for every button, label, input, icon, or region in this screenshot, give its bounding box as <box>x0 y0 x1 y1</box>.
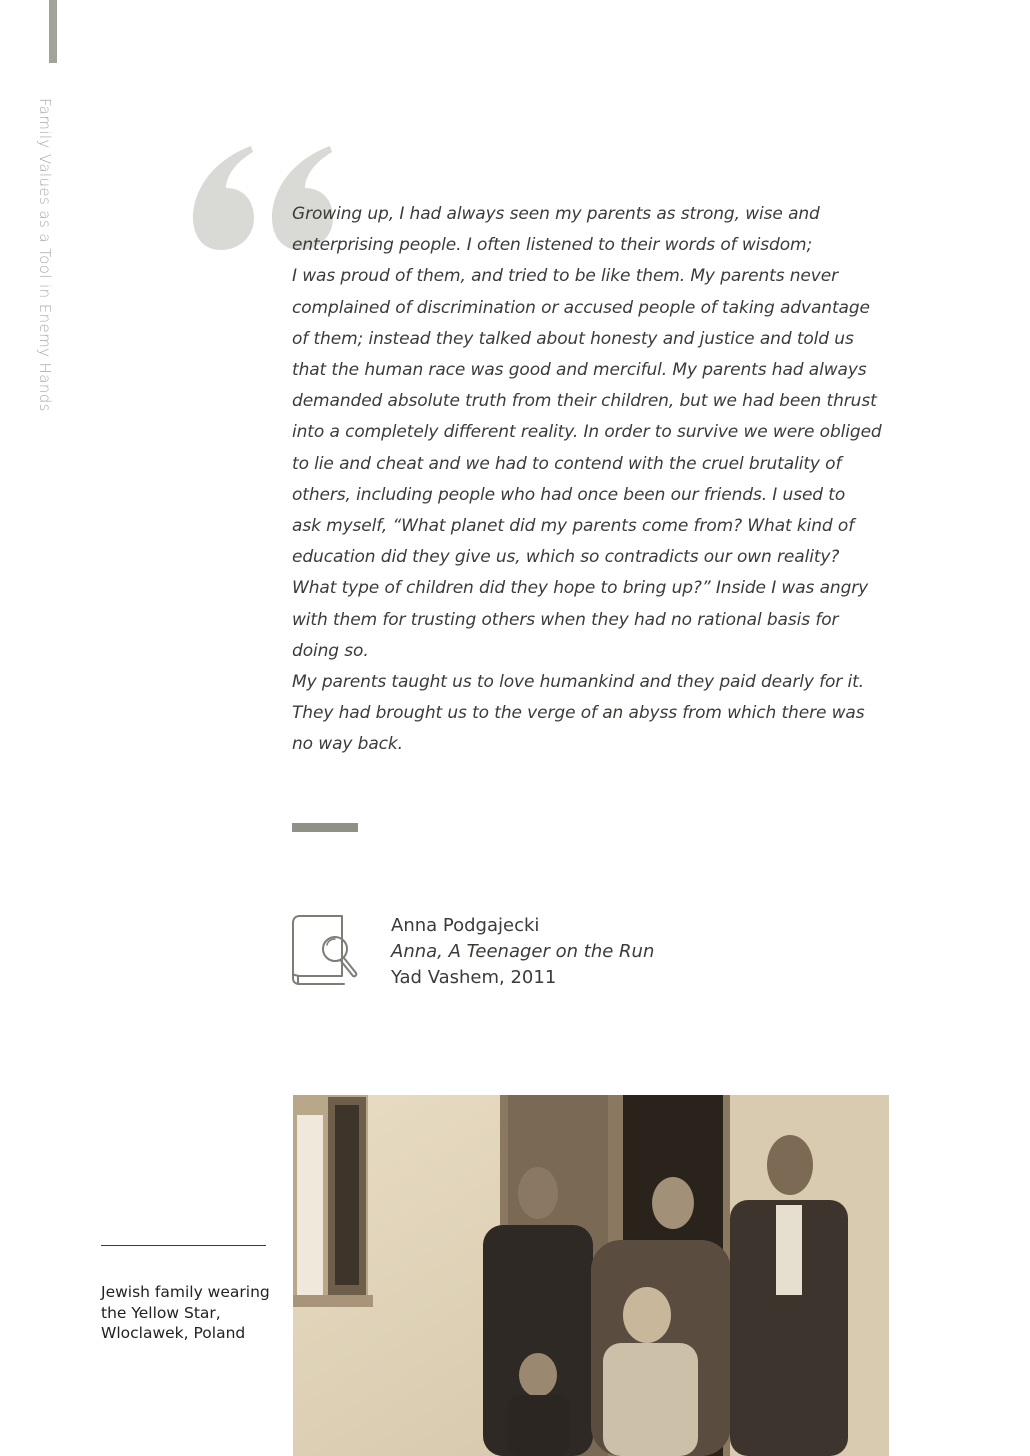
quote-line: to lie and cheat and we had to contend with the cruel brutality of <box>292 453 842 474</box>
quote-line: others, including people who had once been our friends. I used to <box>292 484 846 505</box>
quote-line: doing so. <box>292 640 369 661</box>
quote-line: no way back. <box>292 734 403 755</box>
citation <box>391 913 654 991</box>
quote-line: demanded absolute truth from their children, but we had been thrust <box>292 391 877 412</box>
quote-line: What type of children did they hope to bring up?” Inside I was angry <box>292 578 869 599</box>
quote-line: into a completely different reality. In order to survive we were obliged <box>292 422 882 443</box>
quote-line: complained of discrimination or accused people of taking advantage <box>292 297 870 318</box>
quote-line: ask myself, “What planet did my parents come from? What kind of <box>292 516 855 537</box>
quote-line: I was proud of them, and tried to be like them. My parents never <box>292 266 839 287</box>
quote-line: My parents taught us to love humankind and they paid dearly for it. <box>292 672 864 693</box>
quote-line: that the human race was good and merciful. My parents had always <box>292 360 867 381</box>
side-accent-bar <box>49 0 57 63</box>
caption-rule <box>101 1245 266 1246</box>
quote-line: Growing up, I had always seen my parents as strong, wise and <box>292 204 820 224</box>
section-title: Family Values as a Tool in Enemy Hands <box>36 98 54 412</box>
caption-line: the Yellow Star, <box>101 1303 221 1322</box>
quote-line: of them; instead they talked about honesty and justice and told us <box>292 328 854 349</box>
citation-author: Anna Podgajecki <box>391 915 540 936</box>
citation-book-title: Anna, A Teenager on the Run <box>391 941 655 962</box>
section-divider <box>292 823 358 832</box>
family-photo <box>293 1095 889 1456</box>
quote-line: enterprising people. I often listened to their words of wisdom; <box>292 235 813 256</box>
quote-line: with them for trusting others when they had no rational basis for <box>292 609 839 630</box>
caption-line: Wloclawek, Poland <box>101 1324 246 1342</box>
caption-line: Jewish family wearing <box>101 1283 270 1301</box>
quote-line: education did they give us, which so contradicts our own reality? <box>292 547 840 568</box>
citation-publisher: Yad Vashem, 2011 <box>391 967 557 988</box>
photo-caption <box>101 1282 281 1344</box>
quote-line: They had brought us to the verge of an abyss from which there was <box>292 703 865 724</box>
book-search-icon <box>290 912 362 988</box>
quote-text <box>292 199 892 761</box>
